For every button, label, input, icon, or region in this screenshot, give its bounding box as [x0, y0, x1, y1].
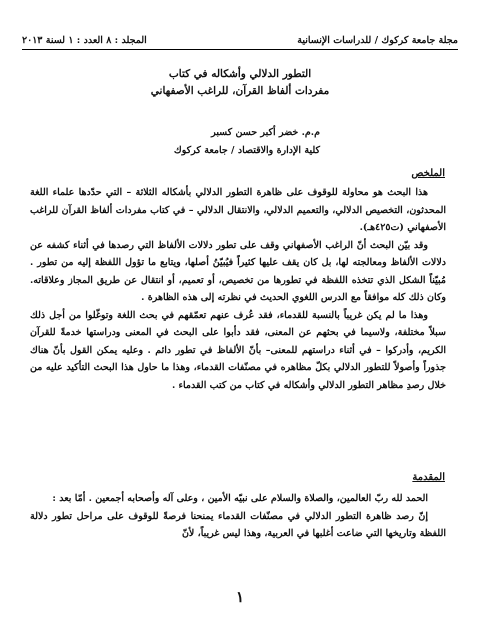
running-header — [22, 30, 458, 50]
abstract-paragraph-2: وقد بيّن البحث أنّ الراغب الأصفهاني وقف على تطور دلالات الألفاظ التي رصدها في أثناء كشفه عن دلالات الألفاظ ومعالجته لها، بل كان يقف عليها كثيراً فيُبيّنُ أصلها، ويتابع ما تؤول اللفظة إليه من تطور . مُبيّناً الشكل الذي تتخذه اللفظة في تطورها من تخصيص، أو تعميم، أو انتقال عن طريق المجاز وعلاقاته. وكان ذلك كله موافقاً مع الدرس اللغوي الحديث في نظرته إلى هذه الظاهرة . — [30, 239, 446, 303]
title-line-1: التطور الدلالي وأشكاله في كتاب — [168, 68, 312, 80]
page-number: ١ — [235, 588, 245, 606]
introduction-body — [30, 490, 446, 543]
intro-paragraph-2: إنّ رصد ظاهرة التطور الدلالي في مصنّفات القدماء يمنحنا فرصةً للوقوف على مراحل تطور دلالة اللفظة وتاريخها التي ضاعت أغلبها في العربية، وهذا ليس غريباً، لأنّ — [30, 510, 446, 539]
abstract-paragraph-3: وهذا ما لم يكن غريباً بالنسبة للقدماء، فقد عُرف عنهم تعمّقهم في بحث اللغة وتوغّلوا من أجل ذلك سبلاً مختلفة، ولاسيما في بحثهم عن المعنى، فقد دأبوا على البحث في المعنى ودراستها خدمةً للقرآن الكريم، وأدركوا – في أثناء دراستهم للمعنى– بأنّ الألفاظ في تطور دائم . وعليه يمكن القول بأنّ هناك جذوراً وأصولاً للتطور الدلالي بكلّ مظاهره في مصنّفات القدماء، وهذا ما حاول هذا البحث التأكيد عليه من خلال رصدِ مظاهر التطور الدلالي وأشكاله في كتاب من كتب القدماء . — [30, 309, 446, 391]
abstract-heading: الملخص — [411, 168, 445, 179]
abstract-paragraph-1: هذا البحث هو محاولة للوقوف على ظاهرة التطور الدلالي بأشكاله الثلاثة – التي حدّدها علماء اللغة المحدثون، التخصيص الدلالي، والتعميم الدلالي، والانتقال الدلالي – في كتاب مفردات ألفاظ القرآن للراغب الأصفهاني (ت٤٢٥هـ). — [30, 187, 446, 233]
paper-title — [0, 66, 480, 100]
author-affiliation: كلية الإدارة والاقتصاد / جامعة كركوك — [173, 145, 320, 156]
introduction-heading: المقدمة — [412, 472, 445, 483]
title-line-2: مفردات ألفاظ القرآن، للراغب الأصفهاني — [150, 85, 330, 97]
intro-paragraph-1: الحمد لله ربّ العالمين، والصلاة والسلام على نبيّه الأمين ، وعلى آله وأصحابه أجمعين . أمّا بعد : — [52, 493, 428, 504]
author-name: م.م. خضر أكبر حسن كسبر — [211, 127, 320, 138]
journal-name: مجلة جامعة كركوك / للدراسات الإنسانية — [297, 35, 458, 46]
author-info — [174, 124, 320, 160]
issue-info: المجلد : ٨ العدد : ١ لسنة ٢٠١٣ — [22, 35, 147, 46]
abstract-body — [30, 184, 446, 394]
